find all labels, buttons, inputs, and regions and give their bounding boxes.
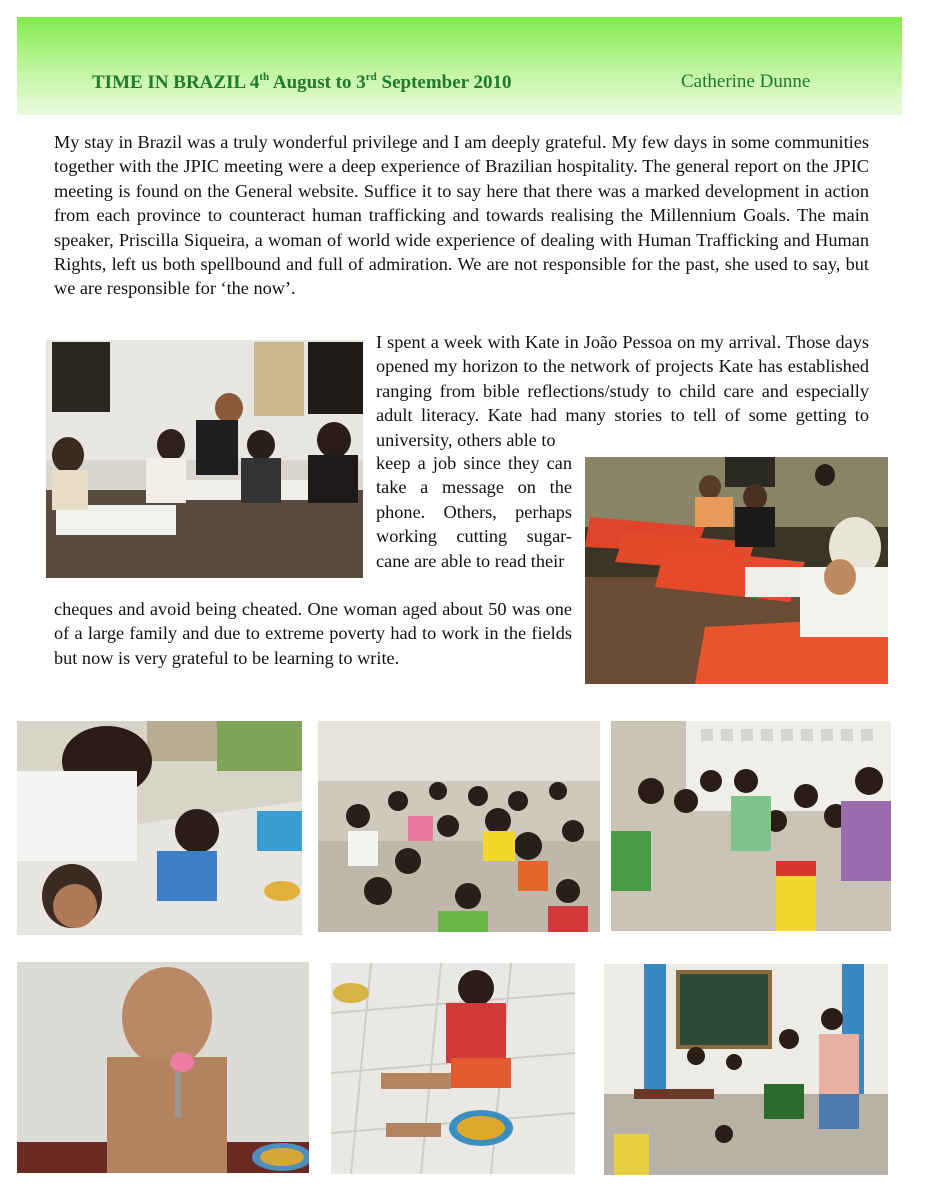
page-header (17, 17, 902, 115)
photo-boy-bowl (331, 963, 575, 1174)
photo-mothers-children (611, 721, 891, 931)
paragraph-woman: cheques and avoid being cheated. One woman aged about 50 was one of a large family and due to extreme poverty had to work in the fields but now is very grateful to be learning to write. (54, 599, 572, 668)
photo-orange-desks (585, 457, 888, 684)
photo-literacy-class (46, 340, 363, 578)
photo-boy-pacifier (17, 962, 309, 1173)
paragraph-kate: I spent a week with Kate in João Pessoa on my arrival. Those days opened my horizon to the network of projects Kate has established ranging from bible reflections/study to child care and especially adult literacy. Kate had many stories to tell of some getting to university, others able to (376, 332, 869, 450)
photo-children-group (318, 721, 600, 932)
photo-blackboard-room (604, 964, 888, 1175)
author-name: Catherine Dunne (681, 71, 811, 92)
paragraph-literacy: keep a job since they can take a message on the phone. Others, perhaps working cutting sugar-cane are able to read their (376, 453, 572, 571)
document-title: TIME IN BRAZIL 4th August to 3rd September 2010 (92, 71, 512, 93)
photo-feeding-children (17, 721, 302, 935)
paragraph-intro: My stay in Brazil was a truly wonderful privilege and I am deeply grateful. My few days in some communities together with the JPIC meeting were a deep experience of Brazilian hospitality. The general report on the JPIC meeting is found on the General website. Suffice it to say here that there was a marked development in action from each province to counteract human trafficking and towards realising the Millennium Goals. The main speaker, Priscilla Siqueira, a woman of world wide experience of dealing with Human Trafficking and Human Rights, left us both spellbound and full of admiration. We are not responsible for the past, she used to say, but we are responsible for ‘the now’. (54, 132, 869, 299)
